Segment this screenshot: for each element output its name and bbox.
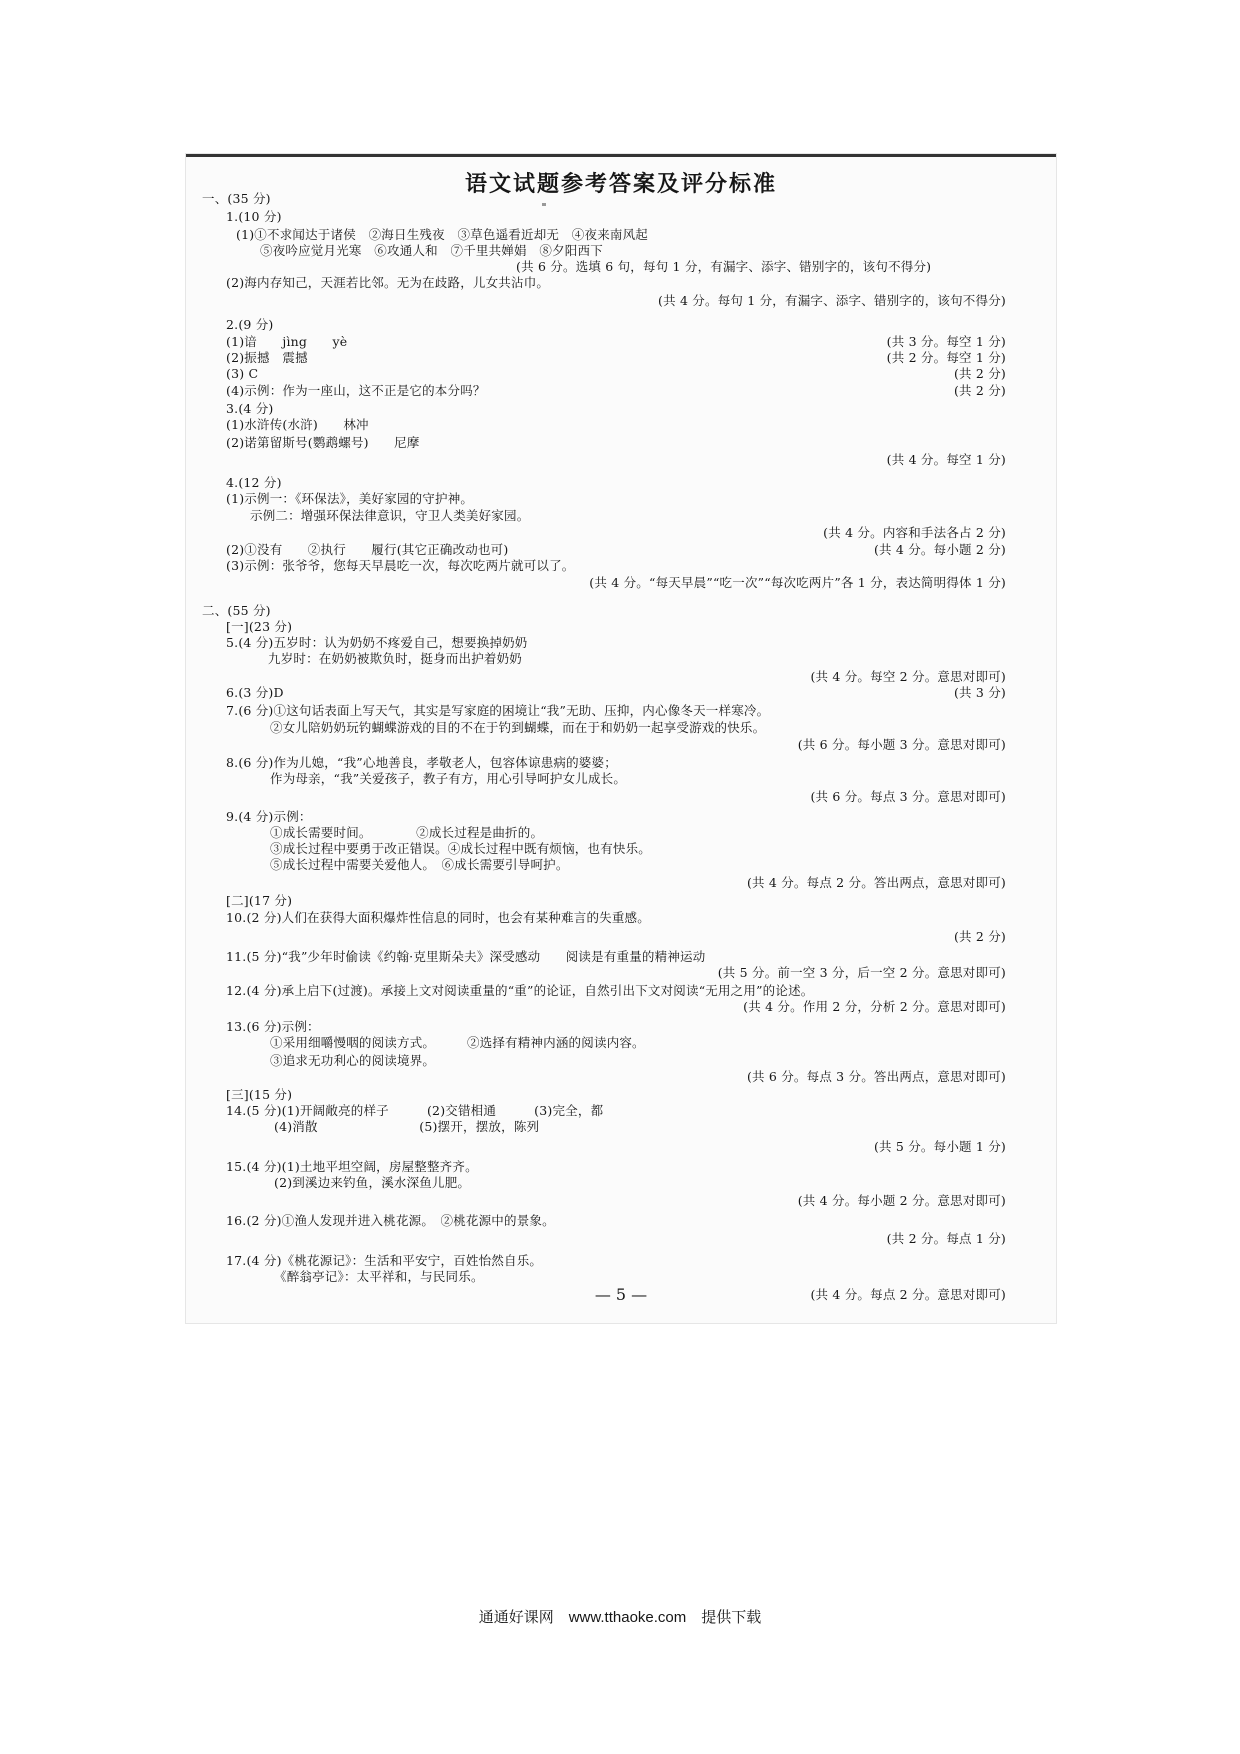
answer-line: 10.(2 分)人们在获得大面积爆炸性信息的同时，也会有某种难言的失重感。: [226, 910, 650, 925]
answer-line: (1)①不求闻达于诸侯 ②海日生残夜 ③草色遥看近却无 ④夜来南风起: [236, 227, 649, 242]
answer-line: (3)示例：张爷爷，您每天早晨吃一次，每次吃两片就可以了。: [226, 558, 575, 573]
answer-line: 3.(4 分): [226, 401, 274, 416]
score-note-line: (共 5 分。每小题 1 分): [873, 1139, 1006, 1154]
answer-line: (4)示例：作为一座山，这不正是它的本分吗？: [226, 383, 486, 398]
score-note-line: (共 4 分。内容和手法各占 2 分): [823, 525, 1006, 540]
answer-line: 9.(4 分)示例：: [226, 809, 312, 824]
answer-line: ①采用细嚼慢咽的阅读方式。 ②选择有精神内涵的阅读内容。: [270, 1035, 645, 1050]
score-note-line: (共 4 分。每空 2 分。意思对即可): [810, 669, 1006, 684]
score-note-line: (共 6 分。每小题 3 分。意思对即可): [797, 737, 1006, 752]
answer-line: 6.(3 分)D: [226, 685, 284, 700]
score-note-line: (共 2 分。每点 1 分): [886, 1231, 1006, 1246]
score-note-line: (共 2 分): [953, 366, 1006, 381]
answer-line: 1.(10 分): [226, 209, 282, 224]
answer-line: (2)海内存知己，天涯若比邻。无为在歧路，儿女共沾巾。: [226, 275, 550, 290]
answer-line: 5.(4 分)五岁时：认为奶奶不疼爱自己，想要换掉奶奶: [226, 635, 528, 650]
answer-line: (2)诺第留斯号(鹦鹉螺号) 尼摩: [226, 435, 420, 450]
score-note-line: (共 3 分。每空 1 分): [886, 334, 1006, 349]
answer-line: 作为母亲，“我”关爱孩子，教子有方，用心引导呵护女儿成长。: [270, 771, 627, 786]
answer-line: 14.(5 分)(1)开阔敞亮的样子 (2)交错相通 (3)完全，都: [226, 1103, 604, 1118]
answer-line: 17.(4 分)《桃花源记》：生活和平安宁，百姓怡然自乐。: [226, 1253, 543, 1268]
answer-line: ③成长过程中要勇于改正错误。④成长过程中既有烦恼，也有快乐。: [270, 841, 652, 856]
answer-line: 2.(9 分): [226, 317, 274, 332]
answer-line: (2)振撼 震撼: [226, 350, 308, 365]
answer-line: ③追求无功利心的阅读境界。: [270, 1053, 436, 1068]
answer-line: ⑤成长过程中需要关爱他人。 ⑥成长需要引导呵护。: [270, 857, 569, 872]
answer-line: (4)消散 (5)摆开，摆放，陈列: [274, 1119, 540, 1134]
score-note-line: (共 3 分): [953, 685, 1006, 700]
answer-line: 7.(6 分)①这句话表面上写天气，其实是写家庭的困境让“我”无助、压抑，内心像冬天一样寒冷。: [226, 703, 770, 718]
answer-line: 一、(35 分): [202, 191, 271, 206]
scanned-answer-sheet: [186, 154, 1056, 1323]
score-note-line: (共 4 分。“每天早晨”“吃一次”“每次吃两片”各 1 分，表达简明得体 1 分): [589, 575, 1006, 590]
answer-line: ⑤夜吟应觉月光寒 ⑥攻通人和 ⑦千里共婵娟 ⑧夕阳西下: [260, 243, 603, 258]
answer-line: 15.(4 分)(1)土地平坦空阔，房屋整整齐齐。: [226, 1159, 478, 1174]
answer-line: 4.(12 分): [226, 475, 282, 490]
score-note-line: (共 2 分): [953, 383, 1006, 398]
answer-line: 12.(4 分)承上启下(过渡)。承接上文对阅读重量的“重”的论证，自然引出下文对阅读“无用之用”的论述。: [226, 983, 814, 998]
page-number: — 5 —: [594, 1285, 648, 1304]
answer-line: 示例二：增强环保法律意识，守卫人类美好家园。: [250, 508, 530, 523]
answer-line: 8.(6 分)作为儿媳，“我”心地善良，孝敬老人，包容体谅患病的婆婆；: [226, 755, 617, 770]
answer-line: [三](15 分): [226, 1087, 293, 1102]
answer-line: [一](23 分): [226, 619, 293, 634]
score-note-line: (共 6 分。每点 3 分。答出两点，意思对即可): [746, 1069, 1006, 1084]
score-note-line: (共 5 分。前一空 3 分，后一空 2 分。意思对即可): [717, 965, 1006, 980]
answer-line: 九岁时：在奶奶被欺负时，挺身而出护着奶奶: [268, 651, 523, 666]
score-note-line: (共 4 分。每小题 2 分): [873, 542, 1006, 557]
answer-line: (1)水浒传(水浒) 林冲: [226, 417, 369, 432]
score-note-line: (共 4 分。每点 2 分。答出两点，意思对即可): [746, 875, 1006, 890]
score-note-line: (共 4 分。每空 1 分): [886, 452, 1006, 467]
score-note-line: (共 2 分): [953, 929, 1006, 944]
score-note-line: (共 4 分。作用 2 分，分析 2 分。意思对即可): [743, 999, 1006, 1014]
answer-line: (1)谙 jìng yè: [226, 334, 348, 349]
answer-line: 13.(6 分)示例：: [226, 1019, 320, 1034]
answer-line: (共 6 分。选填 6 句，每句 1 分，有漏字、添字、错别字的，该句不得分): [516, 259, 932, 274]
score-note-line: (共 4 分。每小题 2 分。意思对即可): [797, 1193, 1006, 1208]
answer-line: (1)示例一：《环保法》，美好家园的守护神。: [226, 491, 474, 506]
answer-line: 11.(5 分)“我”少年时偷读《约翰·克里斯朵夫》深受感动 阅读是有重量的精神运动: [226, 949, 706, 964]
answer-line: [二](17 分): [226, 893, 293, 908]
download-footer: 通通好课网 www.tthaoke.com 提供下载: [478, 1609, 762, 1626]
answer-line: (3) C: [226, 366, 259, 381]
score-note-line: (共 2 分。每空 1 分): [886, 350, 1006, 365]
answer-line: 二、(55 分): [202, 603, 271, 618]
score-note-line: (共 4 分。每句 1 分，有漏字、添字、错别字的，该句不得分): [658, 293, 1006, 308]
answer-line: ①成长需要时间。 ②成长过程是曲折的。: [270, 825, 544, 840]
score-note-line: (共 6 分。每点 3 分。意思对即可): [810, 789, 1006, 804]
answer-line: 16.(2 分)①渔人发现并进入桃花源。 ②桃花源中的景象。: [226, 1213, 555, 1228]
answer-line: 《醉翁亭记》：太平祥和，与民同乐。: [274, 1269, 484, 1284]
answer-line: (2)到溪边来钓鱼，溪水深鱼儿肥。: [274, 1175, 471, 1190]
answer-line: ②女儿陪奶奶玩钓蝴蝶游戏的目的不在于钓到蝴蝶，而在于和奶奶一起享受游戏的快乐。: [270, 720, 766, 735]
answer-line: (2)①没有 ②执行 履行(其它正确改动也可): [226, 542, 509, 557]
scan-speck: [542, 203, 546, 206]
page-title: 语文试题参考答案及评分标准: [464, 171, 777, 197]
score-note-line: (共 4 分。每点 2 分。意思对即可): [810, 1287, 1006, 1302]
